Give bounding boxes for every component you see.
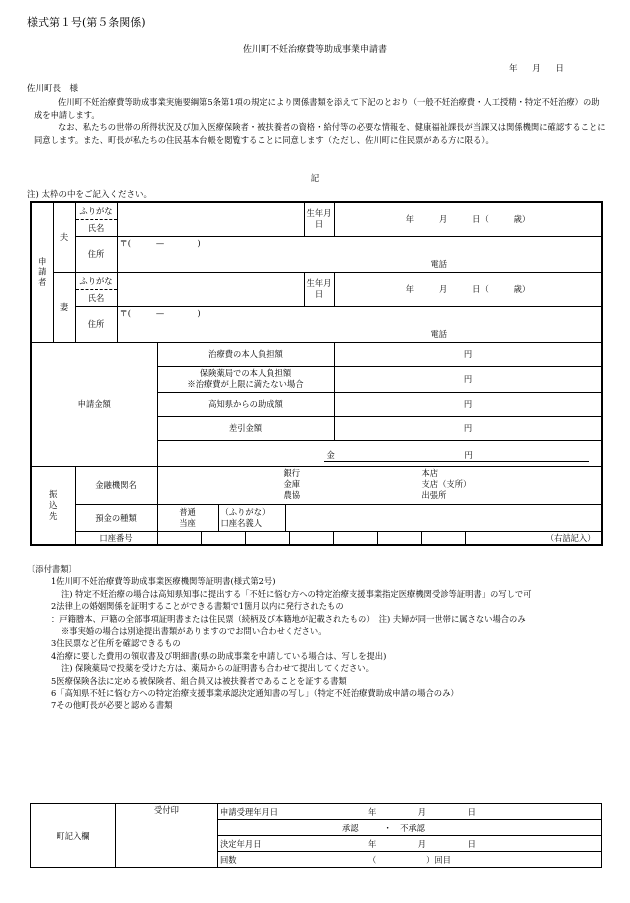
count-label: 回数 xyxy=(220,854,237,865)
institution-label: 金融機関名 xyxy=(75,466,157,504)
amount-row-1-label: 治療費の本人負担額 xyxy=(157,342,334,366)
amount-row-1-field[interactable]: 円 xyxy=(334,342,602,366)
attachment-item: ※事実婚の場合は別途提出書類がありますのでお問い合わせください。 xyxy=(61,626,327,637)
body-paragraph-1: 佐川町不妊治療費等助成事業実施要綱第5条第1項の規定により関係書類を添えて下記のとおり（一般不妊治療費・人工授精・特定不妊治療）の助成を申請します。 xyxy=(34,97,600,120)
amount-row-4-label: 差引金額 xyxy=(157,416,334,440)
account-digit[interactable] xyxy=(202,532,246,545)
husband-name-field[interactable] xyxy=(117,202,304,236)
husband-postal: 〒( — ) xyxy=(119,237,201,248)
amount-row-3-label: 高知県からの助成額 xyxy=(157,392,334,416)
amount-row-2-label-note: ※治療費が上限に満たない場合 xyxy=(187,379,304,389)
amount-total-kin: 金 xyxy=(326,449,335,460)
wife-postal: 〒( — ) xyxy=(119,307,201,318)
wife-birth-label: 生年月日 xyxy=(304,272,334,306)
deposit-holder-cell xyxy=(157,504,602,531)
husband-birth-field[interactable]: 年 月 日（ 歳） xyxy=(334,202,602,236)
wife-furigana-label: ふりがな xyxy=(75,272,117,289)
amount-total-yen: 円 xyxy=(464,449,473,460)
bank-types: 銀行 金庫 農協 xyxy=(283,467,301,500)
amount-total-field[interactable] xyxy=(157,440,602,466)
reception-stamp-box xyxy=(116,804,218,868)
attachments-heading: 〔添付書類〕 xyxy=(27,564,77,574)
decided-date-field[interactable]: 年 月 日 xyxy=(368,838,476,849)
transfer-section-label xyxy=(31,466,75,545)
addressee: 佐川町長 様 xyxy=(27,84,79,94)
account-digit[interactable] xyxy=(378,532,422,545)
branch-types: 本店 支店（支所） 出張所 xyxy=(421,467,472,500)
decision-row xyxy=(218,820,602,836)
amount-row-2-field[interactable]: 円 xyxy=(334,366,602,392)
account-digit[interactable] xyxy=(334,532,378,545)
holder-furigana-label: （ふりがな） xyxy=(220,506,271,517)
account-digit[interactable] xyxy=(158,532,202,545)
husband-name-label: 氏名 xyxy=(75,219,117,236)
fill-note: 注) 太枠の中をご記入ください。 xyxy=(27,190,153,200)
amount-row-4-field[interactable]: 円 xyxy=(334,416,602,440)
office-use-label: 町記入欄 xyxy=(31,804,116,868)
decided-date-label: 決定年月日 xyxy=(220,838,262,849)
body-paragraph-2: なお、私たちの世帯の所得状況及び加入医療保険者・被扶養者の資格・給付等の必要な情報を、健康福祉課長が当課又は関係機関に確認することに同意します。また、町長が私たちの住民基本台帳を閲覧することに同意します（ただし、佐川町に住民票がある方に限る）。 xyxy=(34,122,606,145)
received-date-label: 申請受理年月日 xyxy=(220,806,279,817)
account-digit-boxes xyxy=(158,532,602,545)
deposit-options[interactable]: 普通 当座 xyxy=(158,505,219,532)
attachment-item: 注) 保険薬局で投薬を受けた方は、薬局からの証明書も合わせて提出してください。 xyxy=(61,663,374,674)
decided-date-row xyxy=(218,836,602,852)
holder-label xyxy=(221,507,271,529)
account-number-label: 口座番号 xyxy=(75,531,157,545)
attachment-item: 7その他町長が必要と認める書類 xyxy=(51,700,173,711)
applicant-section-label: 申請者 xyxy=(31,202,53,342)
deposit-type-label: 預金の種類 xyxy=(75,504,157,531)
wife-address-field[interactable] xyxy=(117,306,602,342)
count-field[interactable]: （ ）回目 xyxy=(368,854,451,865)
institution-field[interactable] xyxy=(157,466,602,504)
amount-row-3-field[interactable]: 円 xyxy=(334,392,602,416)
attachments-section xyxy=(27,563,607,712)
holder-name-label: 口座名義人 xyxy=(220,517,262,528)
husband-label: 夫 xyxy=(53,202,75,272)
holder-field[interactable] xyxy=(285,505,602,531)
received-date-row xyxy=(218,804,602,820)
wife-name-label: 氏名 xyxy=(75,289,117,306)
wife-label: 妻 xyxy=(53,272,75,342)
wife-phone-label: 電話 xyxy=(430,328,448,339)
account-digit[interactable] xyxy=(290,532,334,545)
count-row xyxy=(218,852,602,868)
attachment-item: 注) 特定不妊治療の場合は高知県知事に提出する「不妊に悩む方への特定治療支援事業指定医療機関受診等証明書」の写しで可 xyxy=(61,588,532,599)
ki-heading: 記 xyxy=(310,174,320,184)
wife-address-label: 住所 xyxy=(75,306,117,342)
page-title: 佐川町不妊治療費等助成事業申請書 xyxy=(242,45,387,55)
amount-row-2-label-main: 保険薬局での本人負担額 xyxy=(199,368,292,378)
account-digit[interactable] xyxy=(422,532,466,545)
attachment-item: 5医療保険各法に定める被保険者、組合員又は被扶養者であることを証する書類 xyxy=(51,675,347,686)
wife-name-field[interactable] xyxy=(117,272,304,306)
application-table xyxy=(30,201,603,546)
husband-address-field[interactable] xyxy=(117,236,602,272)
account-digit[interactable] xyxy=(246,532,290,545)
attachment-item: 4治療に要した費用の領収書及び明細書(県の助成事業を申請している場合は、写しを提出) xyxy=(51,650,387,661)
amount-total-underline xyxy=(324,449,589,462)
husband-address-label: 住所 xyxy=(75,236,117,272)
wife-birth-field[interactable]: 年 月 日（ 歳） xyxy=(334,272,602,306)
attachment-item: 3住民票など住所を確認できるもの xyxy=(51,638,181,649)
husband-birth-label: 生年月日 xyxy=(304,202,334,236)
amount-row-2-label xyxy=(157,366,334,392)
attachment-item: 6「高知県不妊に悩む方への特定治療支援事業承認決定通知書の写し」（特定不妊治療費助成申請の場合のみ） xyxy=(51,688,459,699)
husband-phone-label: 電話 xyxy=(430,258,448,269)
right-fill-note: （右詰記入） xyxy=(545,532,596,543)
amount-section-label: 申請金額 xyxy=(31,342,157,466)
transfer-section-label-text: 振込先 xyxy=(49,488,58,521)
reception-stamp-label: 受付印 xyxy=(154,805,179,815)
body-paragraph xyxy=(34,96,606,146)
husband-furigana-label: ふりがな xyxy=(75,202,117,219)
date-line: 年 月 日 xyxy=(509,64,564,74)
attachment-item: 1佐川町不妊治療費等助成事業医療機関等証明書(様式第2号) xyxy=(51,576,276,587)
office-use-table xyxy=(30,803,602,868)
attachment-item: 2法律上の婚姻関係を証明することができる書類で1箇月以内に発行されたもの xyxy=(51,601,344,612)
account-number-field[interactable] xyxy=(157,531,602,545)
decision-options[interactable]: 承認 ・ 不承認 xyxy=(342,823,425,833)
form-label: 様式第１号(第５条関係) xyxy=(27,16,146,29)
received-date-field[interactable]: 年 月 日 xyxy=(368,806,476,817)
attachment-item: ：戸籍謄本、戸籍の全部事項証明書または住民票（続柄及び本籍地が記載されたもの） 注) 夫婦が同一世帯に属さない場合のみ xyxy=(51,613,526,624)
